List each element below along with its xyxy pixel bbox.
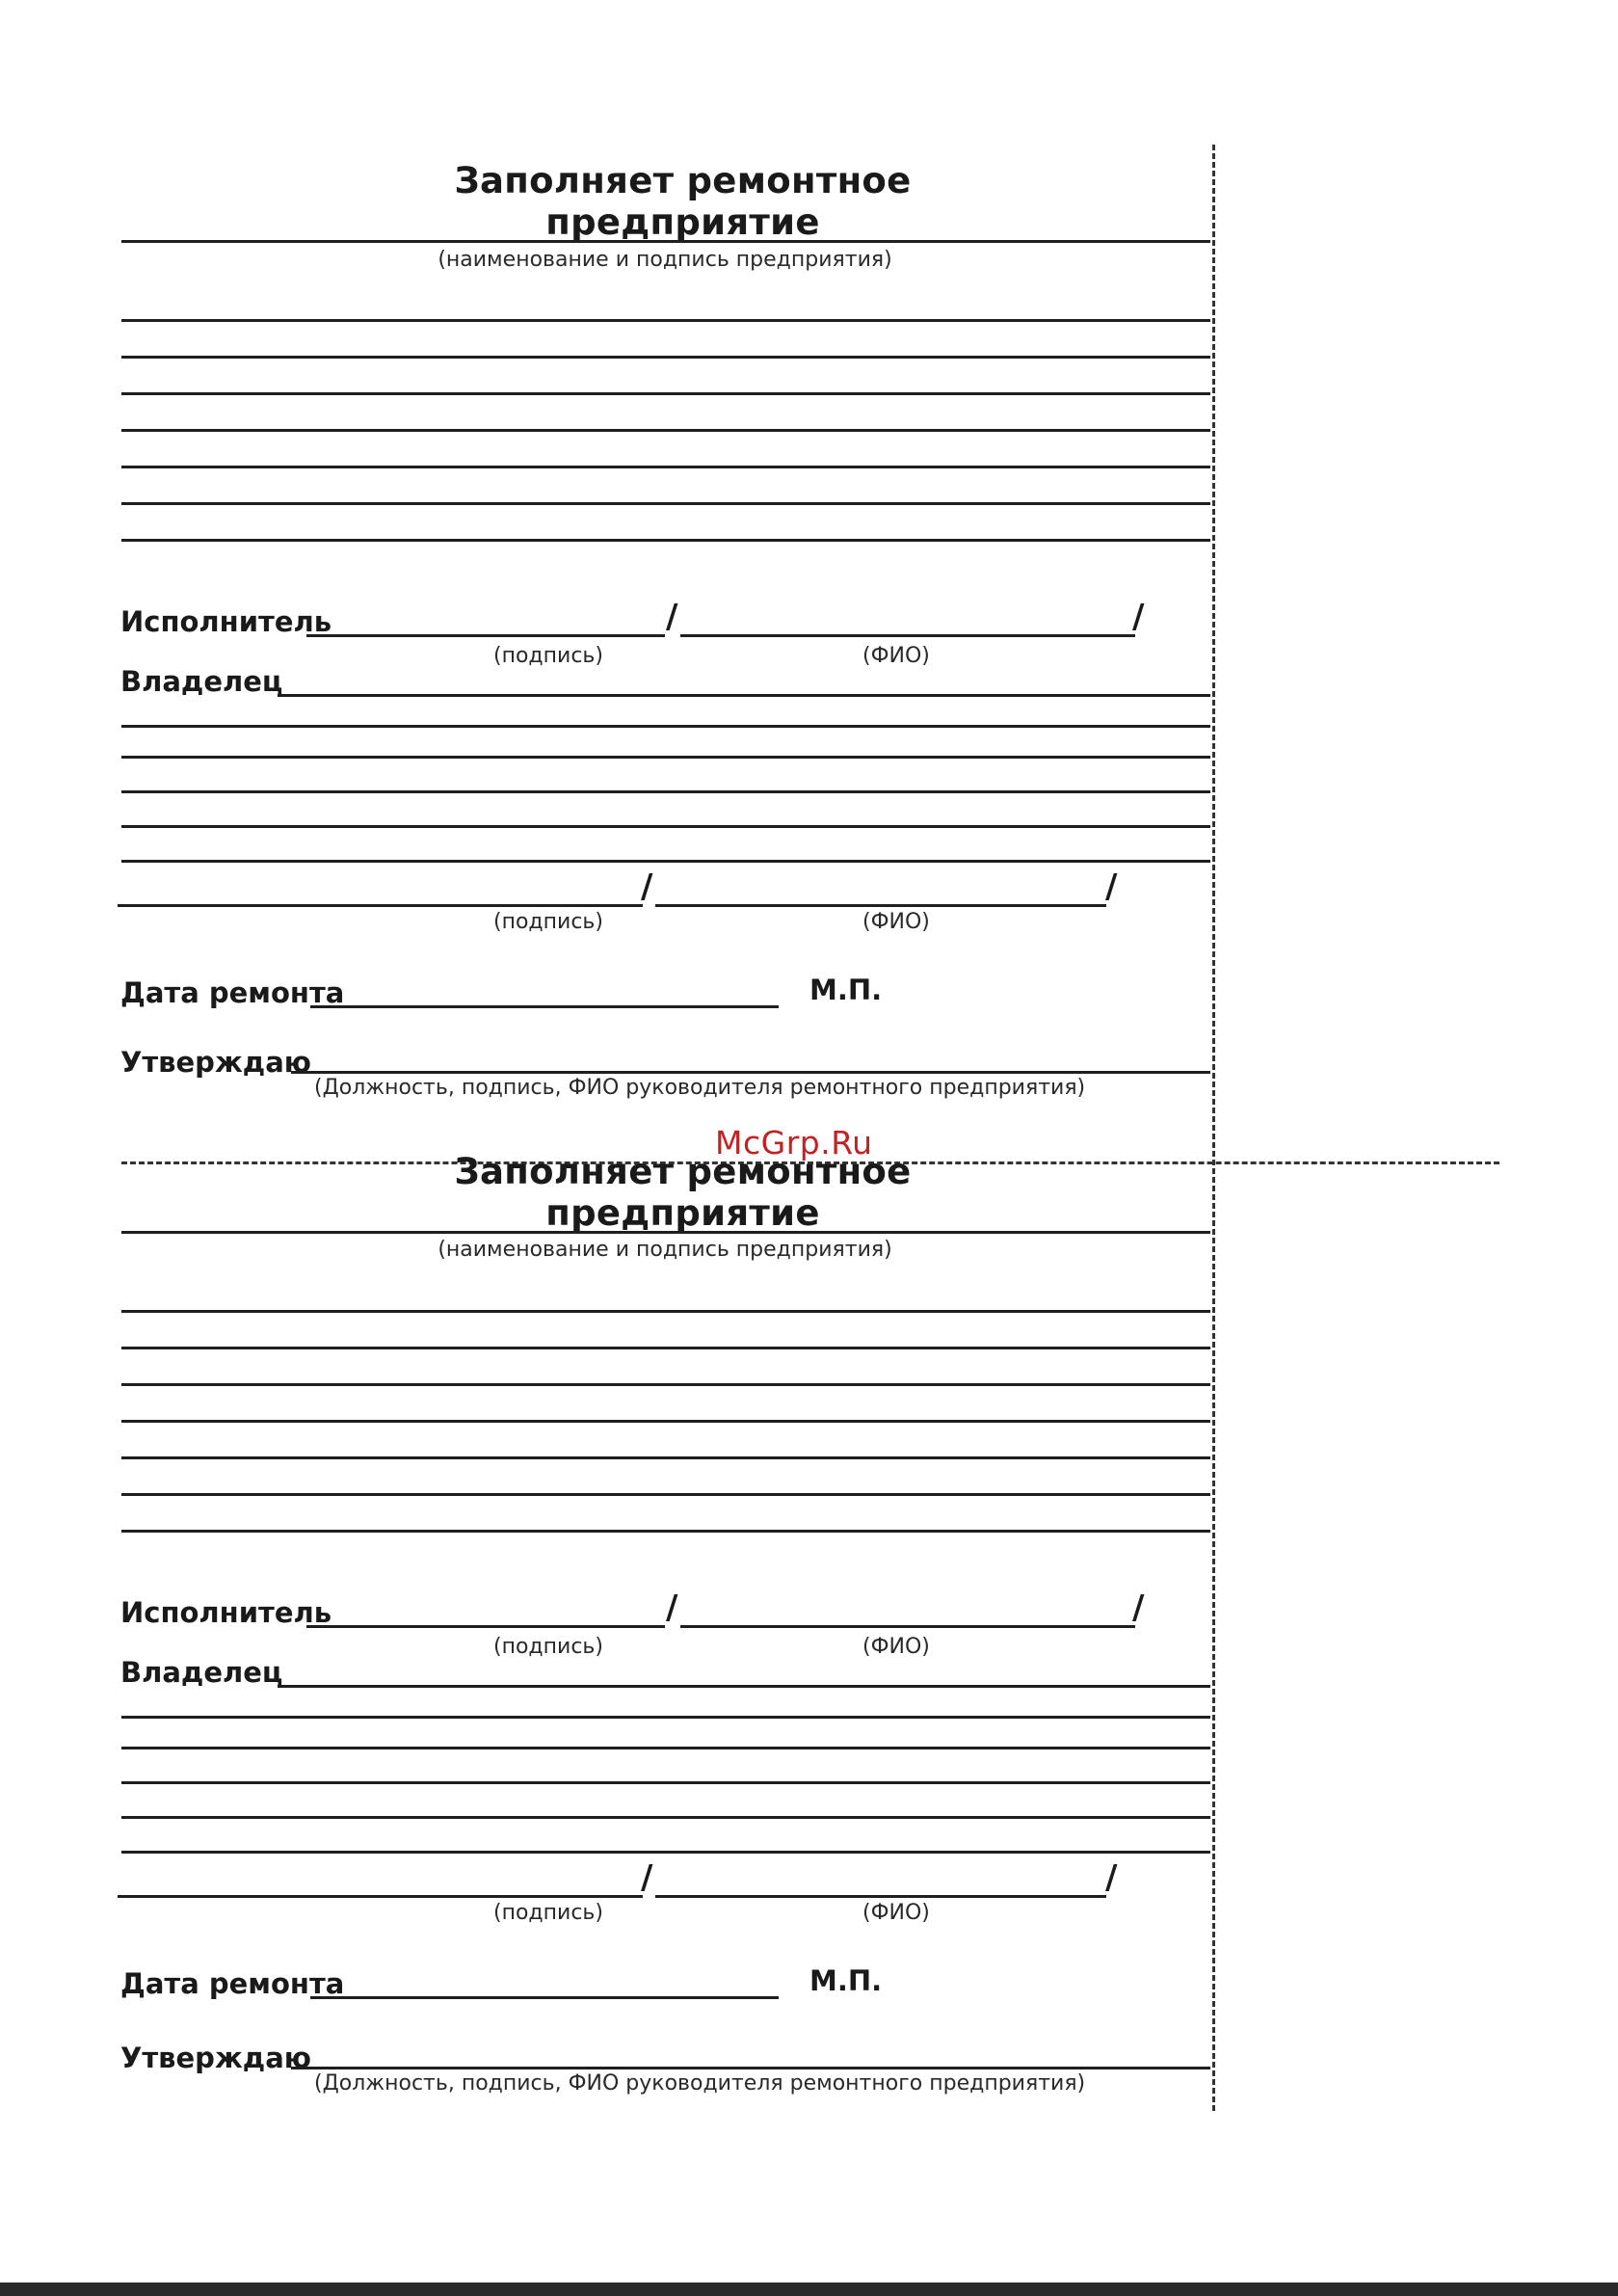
owner-fio-line[interactable] xyxy=(655,1895,1106,1898)
owner-line[interactable] xyxy=(121,860,1210,863)
org-name-line[interactable] xyxy=(121,1231,1210,1234)
owner-line[interactable] xyxy=(121,1781,1210,1784)
approve-label: Утверждаю xyxy=(120,2042,311,2074)
notes-line[interactable] xyxy=(121,1383,1210,1386)
owner-signature-caption: (подпись) xyxy=(493,1901,603,1925)
separator-slash: / xyxy=(1105,868,1118,906)
approve-label: Утверждаю xyxy=(120,1046,311,1079)
separator-slash: / xyxy=(1132,598,1145,636)
executor-fio-line[interactable] xyxy=(680,1625,1135,1628)
owner-line[interactable] xyxy=(121,1716,1210,1719)
notes-line[interactable] xyxy=(121,539,1210,542)
owner-line[interactable] xyxy=(121,1747,1210,1749)
repair-date-label: Дата ремонта xyxy=(120,1967,345,2000)
owner-line[interactable] xyxy=(278,1685,1210,1688)
separator-slash: / xyxy=(1105,1858,1118,1897)
notes-line[interactable] xyxy=(121,356,1210,359)
fio-caption: (ФИО) xyxy=(862,1635,930,1659)
form-title: Заполняет ремонтное предприятие xyxy=(454,160,912,243)
owner-label: Владелец xyxy=(120,665,283,698)
owner-fio-line[interactable] xyxy=(655,904,1106,907)
owner-line[interactable] xyxy=(278,694,1210,697)
separator-slash: / xyxy=(1132,1589,1145,1627)
notes-line[interactable] xyxy=(121,1456,1210,1459)
repair-form-1 xyxy=(0,0,1618,1009)
owner-line[interactable] xyxy=(121,1816,1210,1819)
notes-line[interactable] xyxy=(121,319,1210,322)
owner-line[interactable] xyxy=(121,825,1210,828)
approve-caption: (Должность, подпись, ФИО руководителя ремонтного предприятия) xyxy=(314,1076,1086,1100)
approve-caption: (Должность, подпись, ФИО руководителя ремонтного предприятия) xyxy=(314,2071,1086,2096)
separator-slash: / xyxy=(666,1589,678,1627)
owner-signature-line[interactable] xyxy=(118,1895,643,1898)
notes-line[interactable] xyxy=(121,1493,1210,1496)
executor-label: Исполнитель xyxy=(120,1596,332,1629)
owner-fio-caption: (ФИО) xyxy=(862,910,930,934)
owner-line[interactable] xyxy=(121,1851,1210,1854)
owner-line[interactable] xyxy=(121,790,1210,793)
approve-line[interactable] xyxy=(291,2067,1210,2069)
org-caption: (наименование и подпись предприятия) xyxy=(438,1238,892,1262)
separator-slash: / xyxy=(641,1858,653,1897)
notes-line[interactable] xyxy=(121,392,1210,395)
stamp-label: М.П. xyxy=(809,1964,883,1997)
notes-line[interactable] xyxy=(121,502,1210,505)
executor-signature-line[interactable] xyxy=(306,634,665,637)
owner-line[interactable] xyxy=(121,756,1210,759)
separator-slash: / xyxy=(641,868,653,906)
executor-signature-line[interactable] xyxy=(306,1625,665,1628)
owner-signature-caption: (подпись) xyxy=(493,910,603,934)
signature-caption: (подпись) xyxy=(493,644,603,668)
org-name-line[interactable] xyxy=(121,240,1210,243)
notes-line[interactable] xyxy=(121,466,1210,468)
owner-fio-caption: (ФИО) xyxy=(862,1901,930,1925)
notes-line[interactable] xyxy=(121,1420,1210,1423)
executor-fio-line[interactable] xyxy=(680,634,1135,637)
stamp-label: М.П. xyxy=(809,974,883,1006)
repair-form-2 xyxy=(0,1001,1618,2003)
notes-line[interactable] xyxy=(121,1310,1210,1313)
org-caption: (наименование и подпись предприятия) xyxy=(438,248,892,272)
repair-date-label: Дата ремонта xyxy=(120,976,345,1009)
executor-label: Исполнитель xyxy=(120,605,332,638)
fio-caption: (ФИО) xyxy=(862,644,930,668)
repair-date-line[interactable] xyxy=(310,1996,779,1999)
owner-signature-line[interactable] xyxy=(118,904,643,907)
owner-label: Владелец xyxy=(120,1656,283,1689)
form-title: Заполняет ремонтное предприятие xyxy=(454,1151,912,1234)
notes-line[interactable] xyxy=(121,429,1210,432)
signature-caption: (подпись) xyxy=(493,1635,603,1659)
watermark-text: McGrp.Ru xyxy=(715,1124,873,1161)
bottom-edge-band xyxy=(0,2283,1618,2296)
separator-slash: / xyxy=(666,598,678,636)
owner-line[interactable] xyxy=(121,725,1210,728)
notes-line[interactable] xyxy=(121,1347,1210,1349)
notes-line[interactable] xyxy=(121,1530,1210,1533)
